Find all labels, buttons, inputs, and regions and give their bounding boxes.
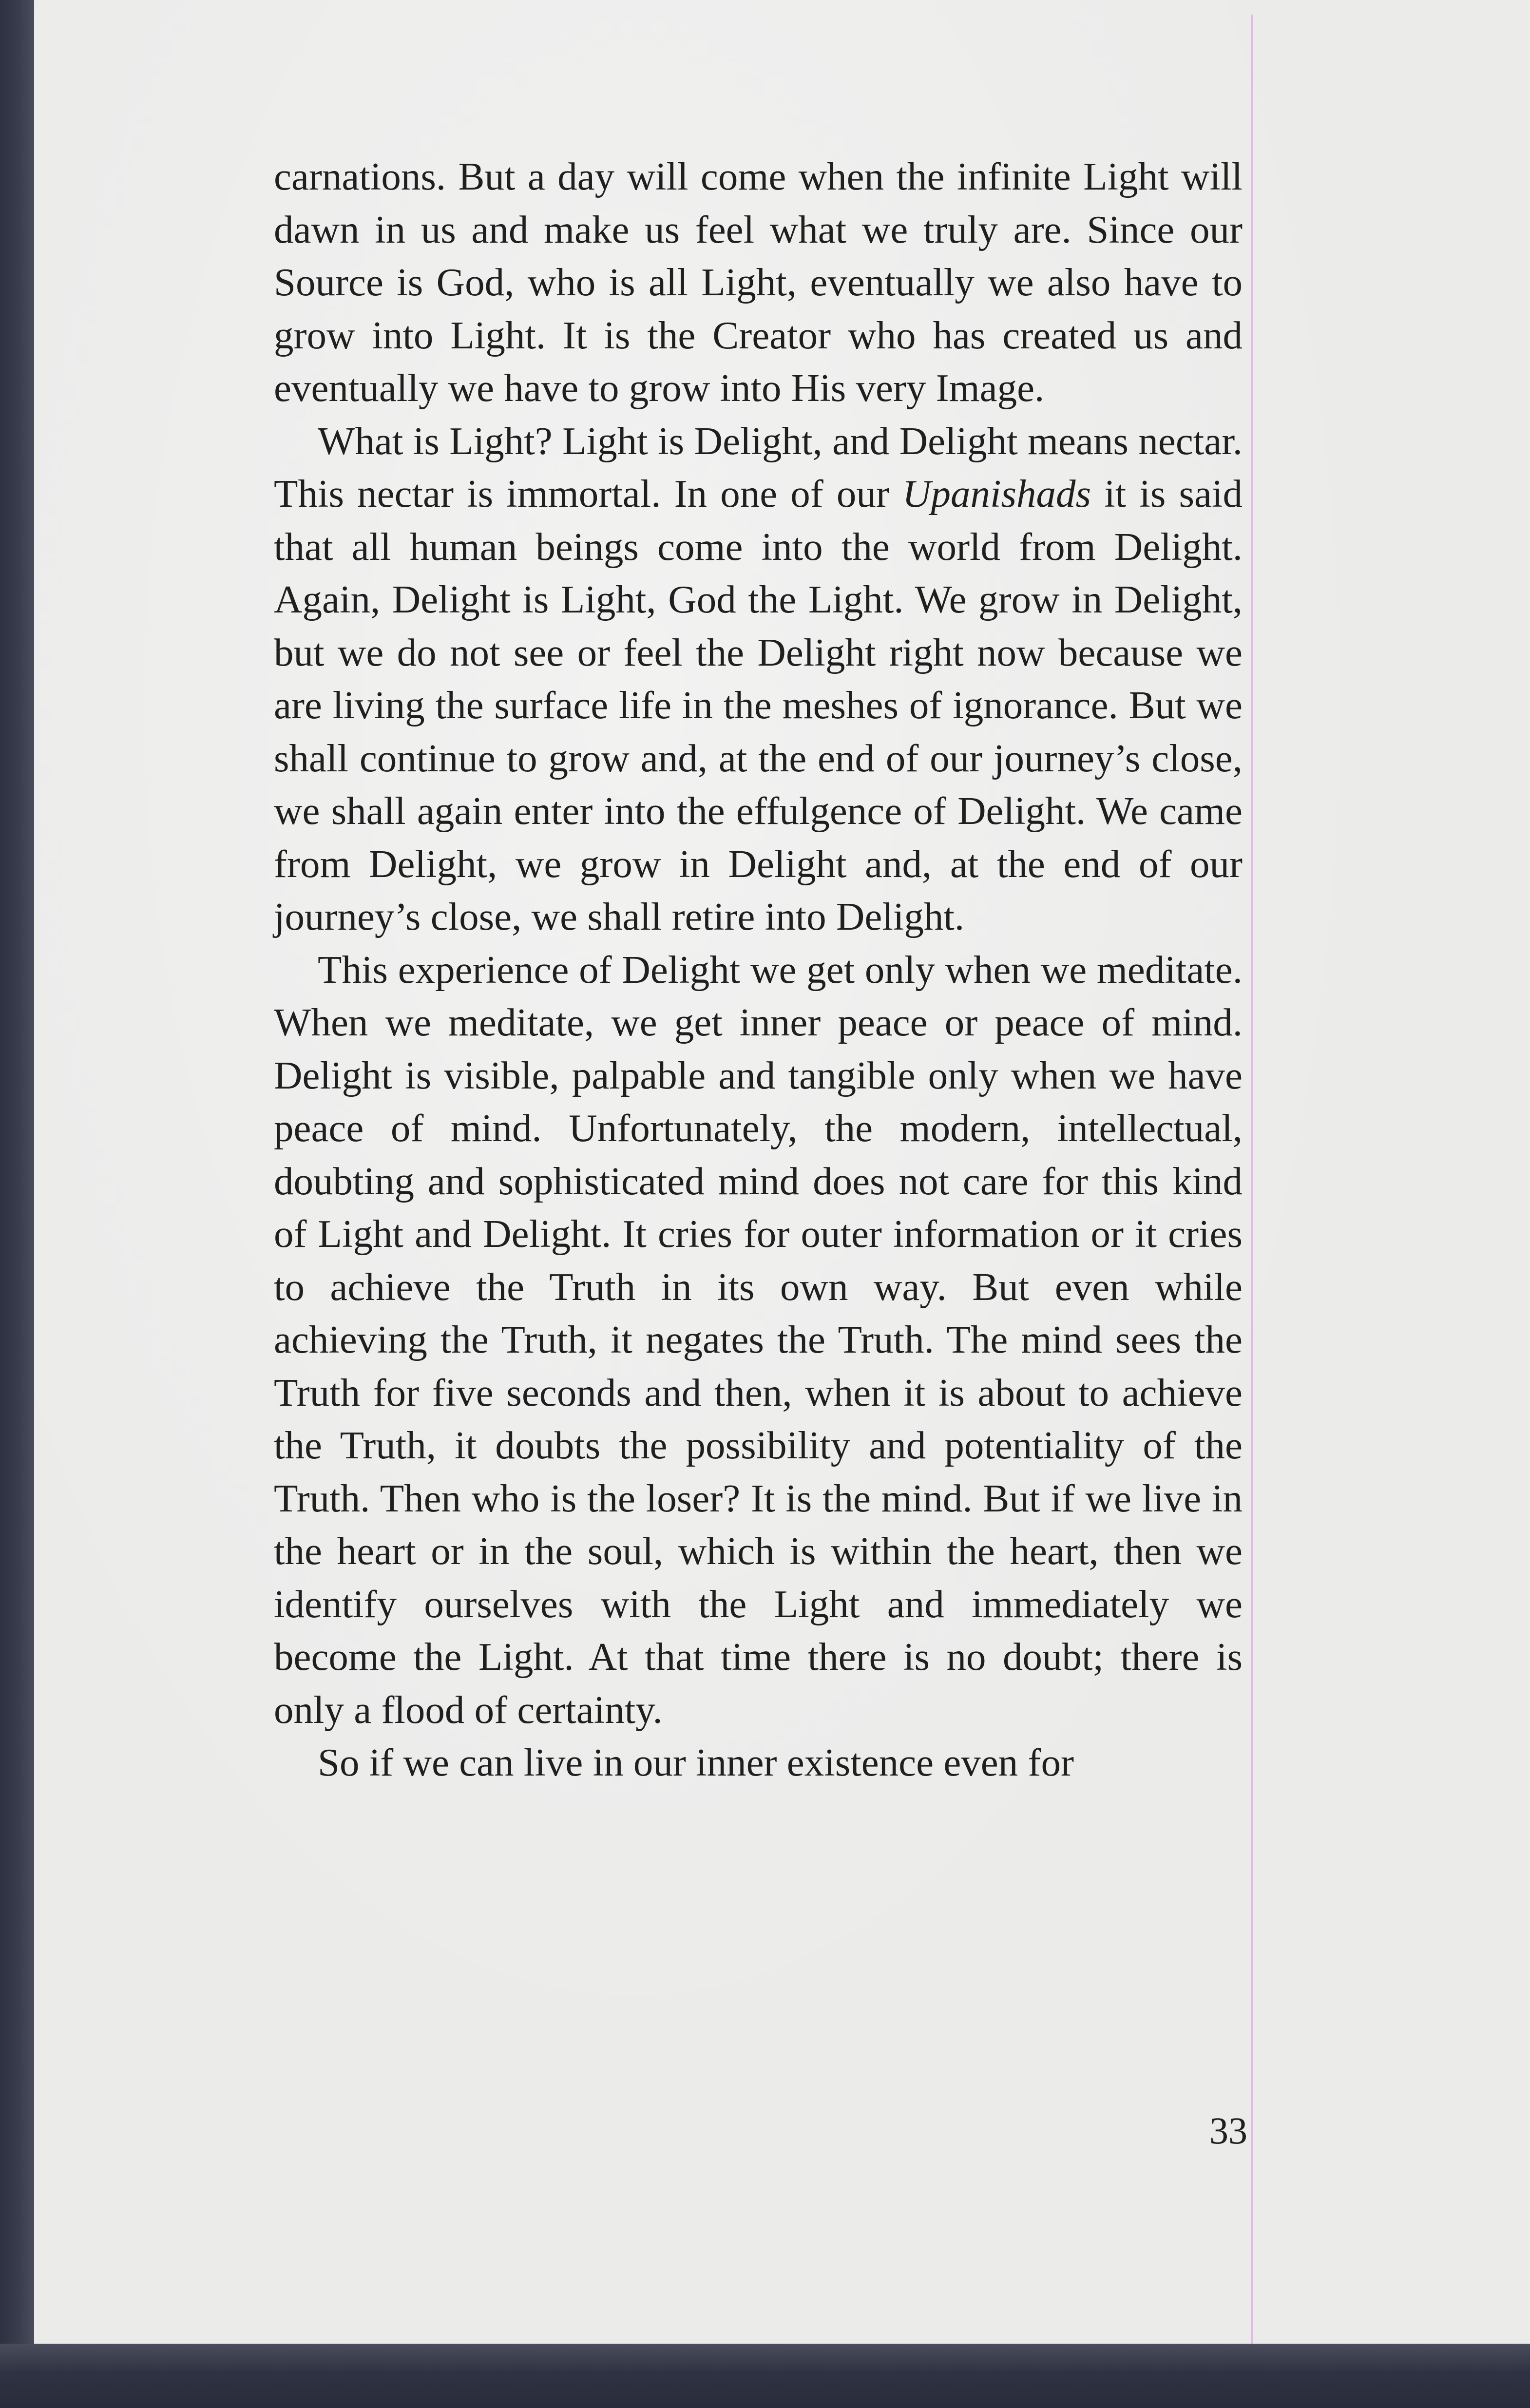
paragraph-2 xyxy=(274,415,1243,943)
paragraph-2-text-start: What is Light? Light is Delight, and Delight means nectar. This nectar is immortal. In one of our xyxy=(274,419,1243,516)
scan-left-border xyxy=(0,0,34,2408)
paragraph-2-text-end: it is said that all human beings come into the world from Delight. Again, Delight is Light, God the Light. We grow in Delight, but we do not see or feel the Delight right now because we are living the surface life in the meshes of ignorance. But we shall continue to grow and, at the end of our journey’s close, we shall again enter into the effulgence of Delight. We came from Delight, we grow in Delight and, at the end of our journey’s close, we shall retire into Delight. xyxy=(274,472,1243,938)
page-number: 33 xyxy=(1209,2109,1247,2152)
paragraph-1-text: carnations. But a day will come when the infinite Light will dawn in us and make us feel what we truly are. Since our Source is God, who is all Light, eventually we also have to grow into Light. It is the Creator who has created us and eventually we have to grow into His very Image. xyxy=(274,154,1243,410)
paragraph-3-text: This experience of Delight we get only when we meditate. When we meditate, we get inner peace or peace of mind. Delight is visible, palpable and tangible only when we have peace of mind. Unfortunately, the modern, intellectual, doubting and sophisticated mind does not care for this kind of Light and Delight. It cries for outer information or it cries to achieve the Truth in its own way. But even while achieving the Truth, it negates the Truth. The mind sees the Truth for five seconds and then, when it is about to achieve the Truth, it doubts the possibility and potentiality of the Truth. Then who is the loser? It is the mind. But if we live in the heart or in the soul, which is within the heart, then we identify ourselves with the Light and immediately we become the Light. At that time there is no doubt; there is only a flood of certainty. xyxy=(274,947,1243,1732)
paragraph-4 xyxy=(274,1736,1243,1789)
page-fold-line xyxy=(1251,15,1253,2344)
paragraph-1 xyxy=(274,150,1243,415)
paragraph-4-text: So if we can live in our inner existence even for xyxy=(318,1740,1074,1784)
upanishads-italic: Upanishads xyxy=(902,472,1091,516)
scan-bottom-border xyxy=(0,2344,1530,2408)
body-text xyxy=(274,150,1243,1789)
paragraph-3 xyxy=(274,943,1243,1737)
